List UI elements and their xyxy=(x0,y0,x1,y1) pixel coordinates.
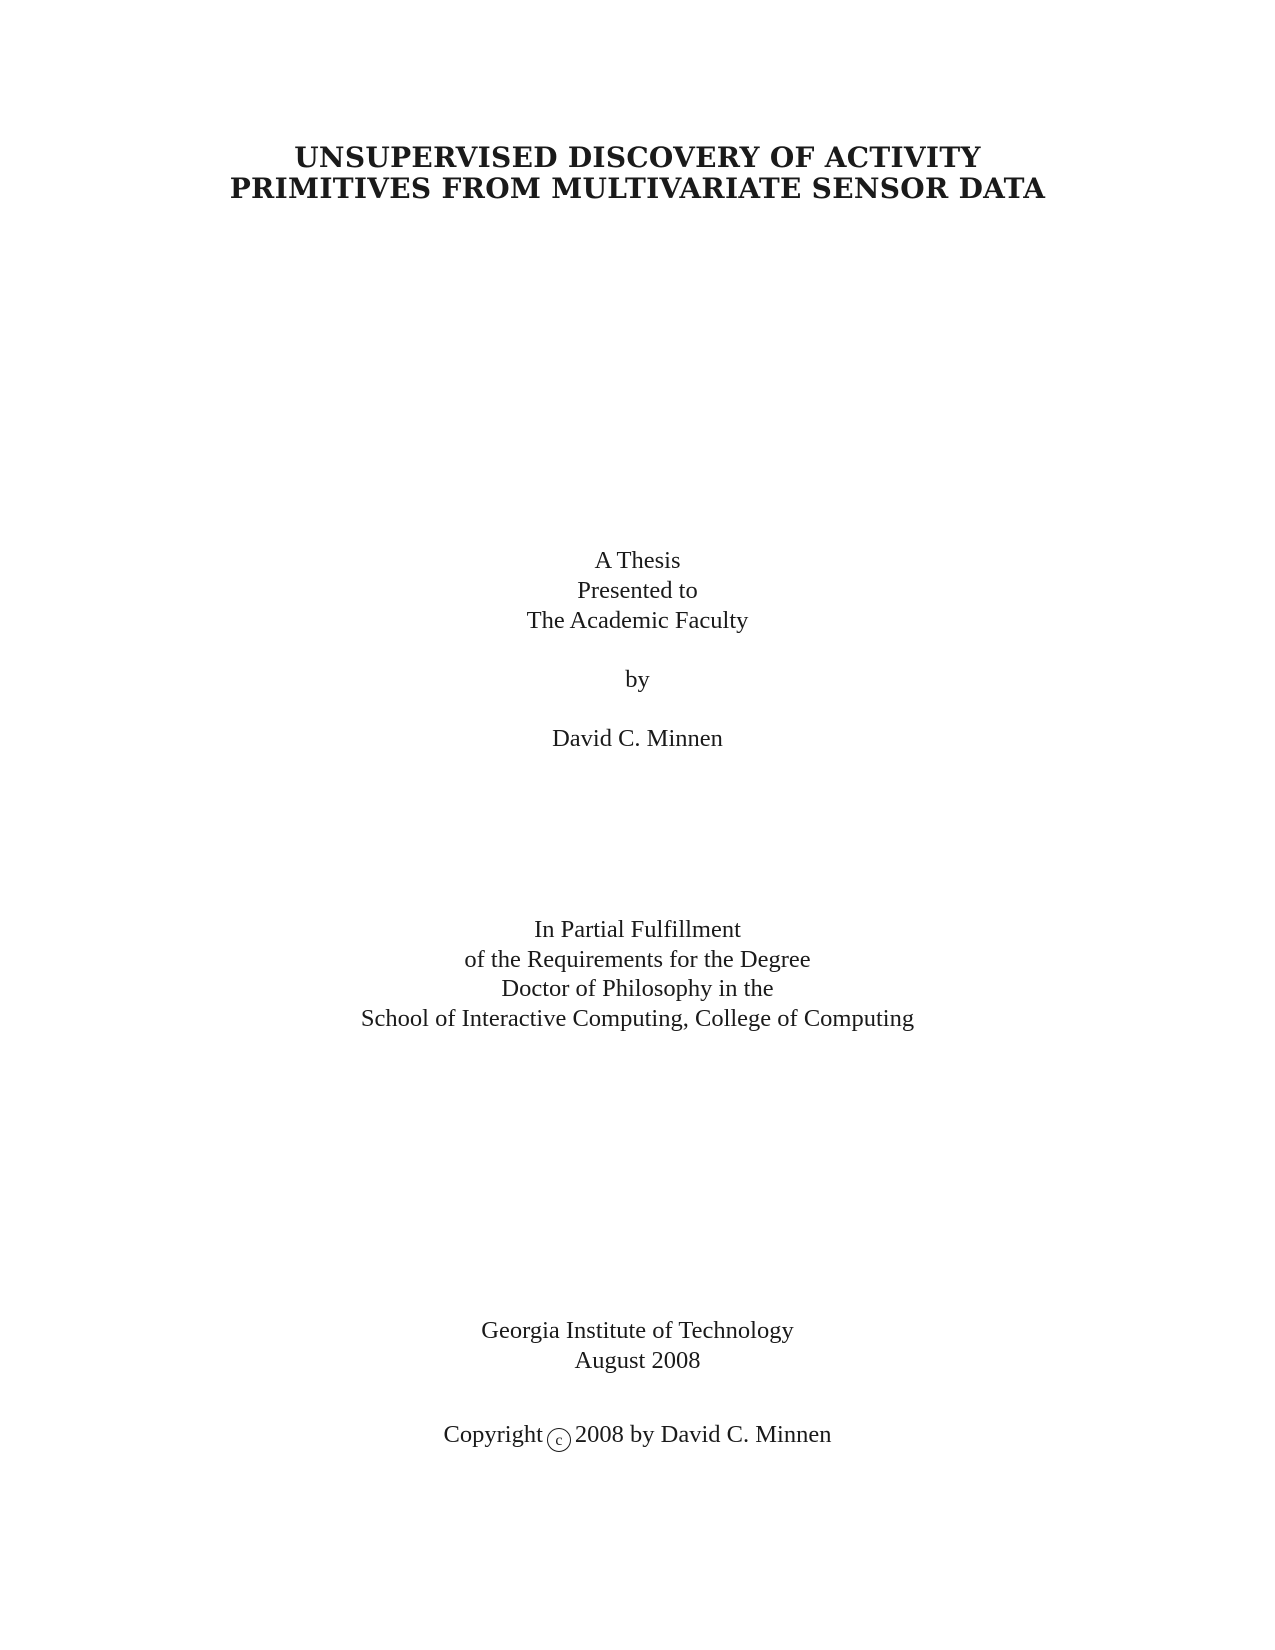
copyright-notice xyxy=(0,1420,1275,1452)
thesis-statement-line-3: The Academic Faculty xyxy=(526,607,749,634)
thesis-title xyxy=(0,142,1275,204)
institution-name: Georgia Institute of Technology xyxy=(481,1317,794,1344)
by-label xyxy=(0,665,1275,695)
copyright-icon: c xyxy=(547,1428,571,1452)
author-name-text: David C. Minnen xyxy=(552,725,723,752)
thesis-title-line-1: UNSUPERVISED DISCOVERY OF ACTIVITY xyxy=(294,141,981,174)
thesis-statement xyxy=(0,546,1275,636)
institution-block xyxy=(0,1316,1275,1376)
author-name xyxy=(0,724,1275,754)
thesis-title-line-2: PRIMITIVES FROM MULTIVARIATE SENSOR DATA xyxy=(229,172,1046,205)
thesis-statement-line-2: Presented to xyxy=(577,577,698,604)
by-label-text: by xyxy=(625,666,650,693)
copyright-line xyxy=(0,1420,1275,1452)
fulfillment-line-4: School of Interactive Computing, College of Computing xyxy=(360,1004,915,1032)
fulfillment-line-1: In Partial Fulfillment xyxy=(534,916,741,943)
fulfillment-line-2: of the Requirements for the Degree xyxy=(464,945,811,973)
degree-fulfillment xyxy=(0,915,1275,1033)
copyright-prefix: Copyright xyxy=(443,1421,543,1448)
copyright-suffix: 2008 by David C. Minnen xyxy=(574,1421,832,1448)
fulfillment-line-3: Doctor of Philosophy in the xyxy=(501,975,774,1002)
thesis-statement-line-1: A Thesis xyxy=(594,547,681,574)
submission-date: August 2008 xyxy=(574,1347,701,1374)
